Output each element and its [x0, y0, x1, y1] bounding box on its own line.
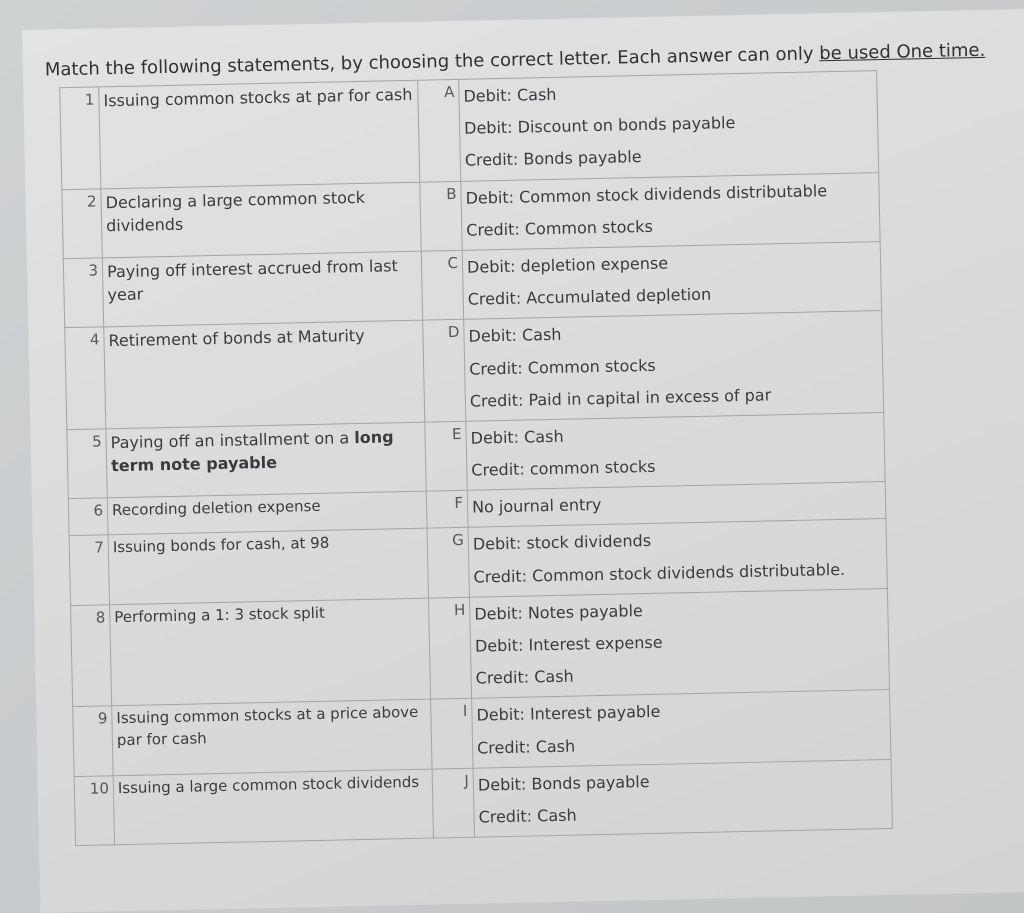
statement-text-plain: Paying off an installment on a	[110, 428, 355, 453]
worksheet-page	[22, 9, 1024, 913]
journal-entry	[473, 759, 892, 837]
journal-entry	[459, 71, 879, 181]
journal-entry-line: No journal entry	[471, 495, 602, 517]
statement-text: Issuing common stocks at a price above par for cash	[112, 699, 432, 775]
journal-entry-line: Debit: stock dividends	[472, 531, 652, 555]
journal-entry-line: Credit: Common stock dividends distributable.	[473, 559, 846, 587]
journal-entry-line: Debit: Interest expense	[474, 632, 663, 656]
instructions-underlined: be used One time.	[819, 39, 986, 65]
journal-entry-line: Credit: Common stocks	[468, 355, 656, 379]
answer-letter: H	[428, 597, 471, 699]
statement-number: 10	[74, 776, 114, 846]
answer-letter: C	[421, 250, 463, 320]
statement-number: 7	[69, 535, 109, 605]
journal-entry	[466, 412, 885, 490]
instructions-text: Match the following statements, by choosing the correct letter. Each answer can only	[44, 43, 820, 81]
journal-entry-line: Credit: common stocks	[471, 456, 656, 480]
journal-entry-line: Debit: Cash	[470, 426, 564, 448]
journal-entry-line: Credit: Bonds payable	[464, 147, 642, 171]
journal-entry-line: Debit: Notes payable	[474, 600, 643, 624]
journal-entry-line: Credit: Cash	[478, 805, 577, 827]
answer-letter: F	[426, 491, 468, 529]
answer-letter: G	[427, 528, 469, 598]
statement-number: 4	[65, 327, 106, 429]
statement-text: Declaring a large common stock dividends	[101, 182, 421, 258]
journal-entry-line: Debit: depletion expense	[466, 253, 669, 277]
table-row	[71, 588, 890, 707]
statement-number: 2	[62, 188, 102, 258]
answer-letter: J	[432, 768, 474, 838]
journal-entry-line: Debit: Cash	[468, 325, 562, 347]
statement-text: Issuing a large common stock dividends	[113, 769, 433, 845]
statement-number: 1	[60, 87, 101, 189]
journal-entry-line: Debit: Interest payable	[476, 702, 661, 726]
statement-number: 5	[67, 429, 107, 499]
journal-entry	[464, 311, 884, 421]
answer-letter: I	[431, 699, 473, 769]
answer-letter: B	[420, 181, 462, 251]
statement-number: 3	[63, 258, 103, 328]
journal-entry	[468, 519, 887, 597]
statement-text: Retirement of bonds at Maturity	[104, 320, 425, 428]
statement-text	[106, 422, 426, 498]
journal-entry-line: Credit: Cash	[475, 666, 574, 688]
journal-entry	[469, 588, 889, 698]
statement-text: Issuing bonds for cash, at 98	[108, 529, 428, 605]
journal-entry-line: Credit: Common stocks	[466, 216, 653, 240]
statement-text: Paying off interest accrued from last year	[102, 251, 422, 327]
table-row	[60, 71, 879, 190]
journal-entry-line: Credit: Paid in capital in excess of par	[469, 385, 772, 411]
statement-text: Performing a 1: 3 stock split	[110, 598, 431, 706]
journal-entry-line: Debit: Discount on bonds payable	[463, 113, 736, 138]
journal-entry-line: Credit: Cash	[476, 736, 576, 758]
statement-text: Issuing common stocks at par for cash	[99, 80, 420, 188]
journal-entry-line: Debit: Common stock dividends distributable	[465, 180, 828, 208]
matching-table	[59, 70, 893, 846]
statement-text-bold: long term note payable	[110, 427, 394, 476]
journal-entry	[461, 172, 880, 250]
answer-letter: D	[423, 320, 466, 422]
table-row	[65, 311, 884, 430]
answer-letter: A	[418, 79, 461, 181]
journal-entry	[462, 242, 881, 320]
journal-entry	[472, 690, 891, 768]
journal-entry-line: Debit: Cash	[463, 84, 557, 106]
answer-letter: E	[425, 421, 467, 491]
statement-number: 6	[68, 498, 108, 536]
statement-number: 9	[73, 706, 113, 776]
statement-number: 8	[71, 605, 112, 707]
journal-entry-line: Credit: Accumulated depletion	[467, 284, 712, 309]
journal-entry-line: Debit: Bonds payable	[477, 771, 650, 795]
statement-text: Recording deletion expense	[107, 491, 427, 535]
